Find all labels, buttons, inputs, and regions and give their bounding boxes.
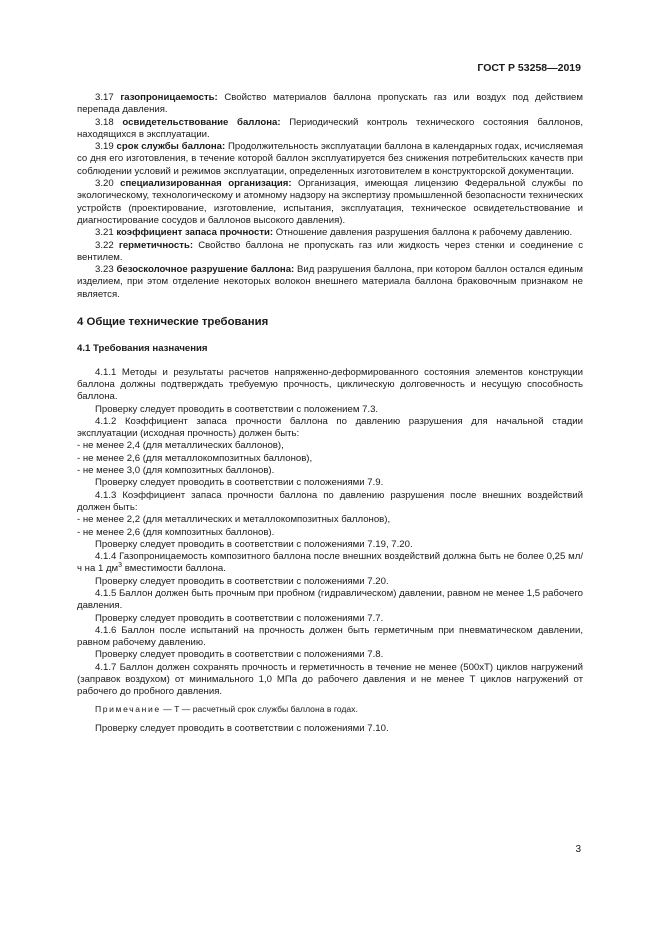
list-item: - не менее 2,6 (для композитных баллонов). <box>77 526 275 538</box>
check-4-1-5: Проверку следует проводить в соответствии с положениями 7.7. <box>95 612 384 624</box>
definition-3-20: 3.20 специализированная организация: Организация, имеющая лицензию Федеральной службы по экологическому, технологическому и атомному надзору на экспертизу промышленной безопасности технических устройств (проектирование, изготовление, испытания, эксплуатация, техническое освидетельствование и диагностирование сосудов и баллонов высокого давления). <box>77 178 583 226</box>
check-4-1-1: Проверку следует проводить в соответствии с положением 7.3. <box>95 403 379 415</box>
definition-3-22: 3.22 герметичность: Свойство баллона не пропускать газ или жидкость через стенки и соединение с вентилем. <box>77 239 583 263</box>
subsection-title: 4.1 Требования назначения <box>77 343 208 355</box>
note <box>77 703 583 715</box>
definition-3-17: 3.17 газопроницаемость: Свойство материалов баллона пропускать газ или воздух под действием перепада давления. <box>77 92 583 116</box>
paragraph-4-1-7: 4.1.7 Баллон должен сохранять прочность и герметичность в течение не менее (500хТ) циклов нагружений (заправок воздухом) от минимального 1,0 МПа до рабочего давления и не менее Т циклов нагружений от рабочего до пробного давления. <box>77 661 583 698</box>
list-item: - не менее 2,2 (для металлических и металлокомпозитных баллонов), <box>77 514 391 526</box>
paragraph-4-1-6: 4.1.6 Баллон после испытаний на прочность должен быть герметичным при пневматическом давлении, равном рабочему давлению. <box>77 624 583 649</box>
check-4-1-3: Проверку следует проводить в соответствии с положениями 7.19, 7.20. <box>95 538 413 550</box>
definition-3-19: 3.19 срок службы баллона: Продолжительность эксплуатации баллона в календарных годах, исчисляемая со дня его изготовления, в течение которой баллон эксплуатируется без снижения потребительских качеств при соблюдении условий и режимов эксплуатации, определенных изготовителем в конструкторской документации. <box>77 141 584 177</box>
note-label: Примечание <box>95 703 161 714</box>
list-item: - не менее 2,6 (для металлокомпозитных баллонов), <box>77 452 313 464</box>
section-title: 4 Общие технические требования <box>77 316 269 329</box>
document-body <box>77 92 583 735</box>
check-4-1-4: Проверку следует проводить в соответствии с положениями 7.20. <box>95 575 389 587</box>
page-number: 3 <box>575 844 581 855</box>
definition-3-18: 3.18 освидетельствование баллона: Периодический контроль технического состояния баллонов, находящихся в эксплуатации. <box>77 116 584 140</box>
check-4-1-2: Проверку следует проводить в соответствии с положениями 7.9. <box>95 477 384 489</box>
paragraph-4-1-5: 4.1.5 Баллон должен быть прочным при пробном (гидравлическом) давлении, равном не менее 1,5 рабочего давления. <box>77 587 583 612</box>
paragraph-4-1-1: 4.1.1 Методы и результаты расчетов напряженно-деформированного состояния элементов конструкции баллона должны подтверждать требуемую прочность, циклическую долговечность и несущую способность баллона. <box>77 366 583 403</box>
definition-3-23: 3.23 безосколочное разрушение баллона: Вид разрушения баллона, при котором баллон остался единым изделием, при этом отделение некоторых волокон внешнего материала баллона браковочным признаком не является. <box>77 264 583 300</box>
definition-3-21: 3.21 коэффициент запаса прочности: Отношение давления разрушения баллона к рабочему давлению. <box>95 227 573 239</box>
paragraph-4-1-2: 4.1.2 Коэффициент запаса прочности баллона по давлению разрушения для начальной стадии эксплуатации (исходная прочность) должен быть: <box>77 415 583 440</box>
paragraph-4-1-3: 4.1.3 Коэффициент запаса прочности баллона по давлению разрушения после внешних воздействий должен быть: <box>77 489 583 513</box>
list-item: - не менее 3,0 (для композитных баллонов). <box>77 465 275 477</box>
list-item: - не менее 2,4 (для металлических баллонов), <box>77 440 284 452</box>
check-4-1-7: Проверку следует проводить в соответствии с положениями 7.10. <box>95 722 389 734</box>
document-header: ГОСТ Р 53258—2019 <box>477 62 581 74</box>
paragraph-4-1-4: 4.1.4 Газопроницаемость композитного баллона после внешних воздействий должна быть не более 0,25 мл/ч на 1 $дм^3$ вместимости баллона. <box>77 551 583 575</box>
check-4-1-6: Проверку следует проводить в соответствии с положениями 7.8. <box>95 649 384 661</box>
note-text: — Т — расчетный срок службы баллона в годах. <box>160 703 358 714</box>
